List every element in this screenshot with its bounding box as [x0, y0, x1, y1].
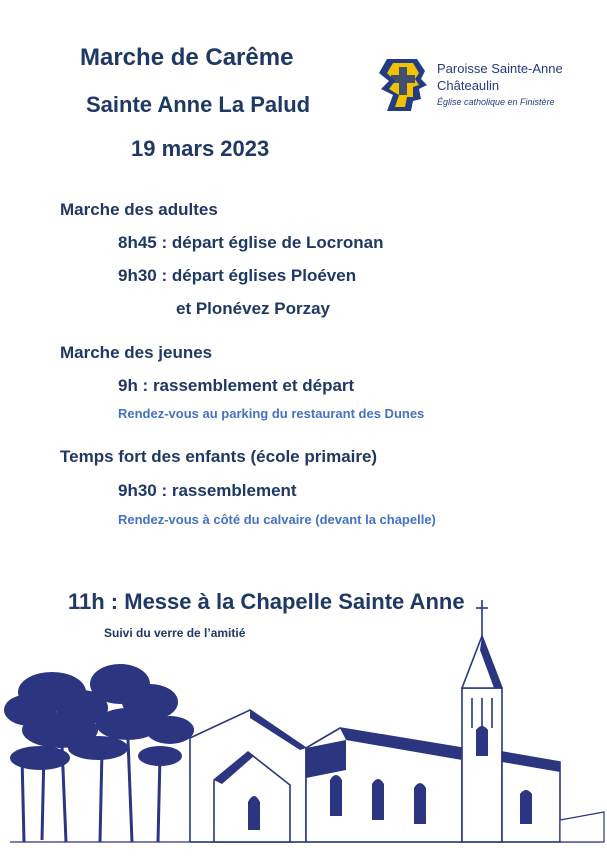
logo-subtitle: Église catholique en Finistère: [437, 97, 555, 107]
adults-schedule-line: et Plonévez Porzay: [176, 299, 331, 318]
page-title: Marche de Carême: [80, 44, 294, 71]
logo-name-line1: Paroisse Sainte-Anne: [437, 61, 563, 76]
children-heading: Temps fort des enfants (école primaire): [60, 447, 378, 466]
event-date: 19 mars 2023: [131, 136, 270, 161]
parish-logo: [373, 55, 573, 125]
event-location: Sainte Anne La Palud: [86, 92, 311, 117]
children-meeting-note: Rendez-vous à côté du calvaire (devant la chapelle): [118, 512, 436, 527]
logo-name-line2: Châteaulin: [437, 78, 500, 93]
adults-schedule-line: 8h45 : départ église de Locronan: [118, 233, 384, 252]
children-schedule-line: 9h30 : rassemblement: [118, 481, 297, 500]
mass-subtitle: Suivi du verre de l’amitié: [104, 626, 246, 640]
chapel-with-trees-illustration: [0, 580, 607, 859]
parish-profile-cross-icon: [373, 55, 435, 115]
youth-heading: Marche des jeunes: [60, 343, 213, 362]
trees-left: [4, 664, 194, 770]
youth-meeting-note: Rendez-vous au parking du restaurant des Dunes: [118, 406, 425, 421]
adults-schedule-line: 9h30 : départ églises Ploéven: [118, 266, 357, 285]
garden-wall: [560, 812, 604, 842]
mass-title: 11h : Messe à la Chapelle Sainte Anne: [68, 589, 465, 614]
youth-schedule-line: 9h : rassemblement et départ: [118, 376, 355, 395]
adults-heading: Marche des adultes: [60, 200, 218, 219]
